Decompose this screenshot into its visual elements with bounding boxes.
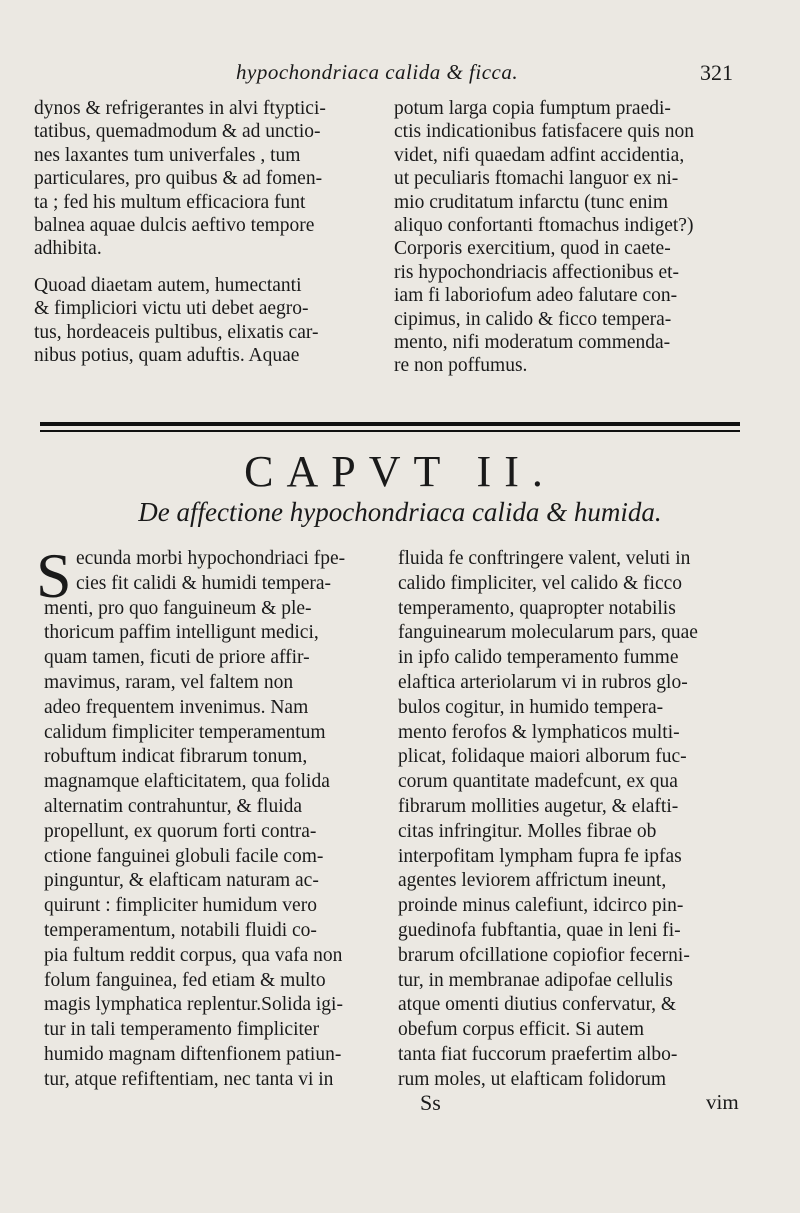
text-line: videt, nifi quaedam adfint accidentia,: [394, 144, 685, 166]
text-line: Corporis exercitium, quod in caete-: [394, 238, 671, 260]
text-line: Quoad diaetam autem, humectanti: [34, 274, 302, 296]
text-line: fanguinearum molecularum pars, quae: [398, 622, 698, 644]
catchword: vim: [706, 1090, 739, 1114]
text-line: mento ferofos & lymphaticos multi-: [398, 721, 680, 743]
text-line: balnea aquae dulcis aeftivo tempore: [34, 215, 315, 237]
text-line: humido magnam diftenfionem patiun-: [44, 1043, 342, 1065]
text-line: aliquo confortanti ftomachus indiget?): [394, 215, 694, 237]
text-line: menti, pro quo fanguineum & ple-: [44, 597, 312, 619]
paragraph-gap: [34, 261, 378, 274]
text-line: in ipfo calido temperamento fumme: [398, 647, 679, 669]
text-line: agentes leviorem affrictum ineunt,: [398, 870, 667, 892]
text-line: brarum ofcillatione copiofior fecerni-: [398, 944, 690, 966]
running-head: hypochondriaca calida & ficca.: [236, 60, 519, 84]
chapter-title: CAPVT II.: [244, 447, 556, 496]
text-line: mento, nifi moderatum commenda-: [394, 332, 671, 354]
text-line: potum larga copia fumptum praedi-: [394, 98, 671, 119]
text-line: corum quantitate madefcunt, ex qua: [398, 771, 678, 793]
text-line: folum fanguinea, fed etiam & multo: [44, 969, 326, 991]
text-line: iam fi laboriofum adeo falutare con-: [394, 285, 678, 307]
chapter-subtitle: De affectione hypochondriaca calida & humida.: [138, 497, 662, 527]
text-line: interpofitam lympham fupra fe ipfas: [398, 845, 682, 867]
text-line: fluida fe conftringere valent, veluti in: [398, 548, 691, 569]
text-line: temperamentum, notabili fluidi co-: [44, 919, 317, 941]
bottom-left-column: [44, 547, 386, 1093]
text-line: pia fultum reddit corpus, qua vafa non: [44, 944, 343, 966]
text-line: calido fimpliciter, vel calido & ficco: [398, 572, 683, 594]
text-line: ta ; fed his multum efficaciora funt: [34, 191, 306, 213]
text-line: obefum corpus efficit. Si autem: [398, 1019, 645, 1041]
text-line: tur in tali temperamento fimpliciter: [44, 1019, 320, 1041]
text-line: rum moles, ut elafticam folidorum: [398, 1068, 667, 1090]
text-line: dynos & refrigerantes in alvi ftyptici-: [34, 98, 326, 119]
signature-mark: Ss: [420, 1090, 441, 1115]
text-line: re non poffumus.: [394, 355, 528, 377]
top-left-column: [34, 97, 378, 367]
drop-cap: S: [36, 540, 72, 611]
text-line: cipimus, in calido & ficco tempera-: [394, 308, 672, 330]
text-line: proinde minus calefiunt, idcirco pin-: [398, 895, 684, 917]
chapter-rule-thick: [40, 422, 740, 426]
text-line: cies fit calidi & humidi tempera-: [76, 572, 332, 594]
text-line: mavimus, raram, vel faltem non: [44, 671, 294, 693]
top-right-column: [394, 97, 734, 378]
text-line: fibrarum mollities augetur, & elafti-: [398, 795, 679, 817]
text-line: adhibita.: [34, 238, 102, 260]
text-line: & fimpliciori victu uti debet aegro-: [34, 298, 309, 320]
text-line: temperamento, quapropter notabilis: [398, 597, 676, 619]
text-line: tus, hordeaceis pultibus, elixatis car-: [34, 321, 319, 343]
text-line: ctione fanguinei globuli facile com-: [44, 845, 324, 867]
text-line: ut peculiaris ftomachi languor ex ni-: [394, 168, 679, 190]
text-line: adeo frequentem invenimus. Nam: [44, 696, 309, 718]
text-line: ris hypochondriacis affectionibus et-: [394, 261, 680, 283]
text-line: nes laxantes tum univerfales , tum: [34, 144, 301, 166]
text-line: ecunda morbi hypochondriaci fpe-: [76, 548, 346, 569]
text-line: bulos cogitur, in humido tempera-: [398, 696, 664, 718]
text-line: mio cruditatum infarctu (tunc enim: [394, 191, 668, 213]
text-line: propellunt, ex quorum forti contra-: [44, 820, 317, 842]
text-line: tatibus, quemadmodum & ad unctio-: [34, 121, 321, 143]
text-line: tur, atque refiftentiam, nec tanta vi in: [44, 1068, 334, 1090]
text-line: ctis indicationibus fatisfacere quis non: [394, 121, 695, 143]
bottom-right-column: [398, 547, 738, 1093]
chapter-rule-thin: [40, 430, 740, 432]
page-number: 321: [700, 60, 733, 85]
text-line: plicat, folidaque maiori alborum fuc-: [398, 746, 687, 768]
text-line: pinguntur, & elafticam naturam ac-: [44, 870, 319, 892]
text-line: robuftum indicat fibrarum tonum,: [44, 746, 308, 768]
text-line: magis lymphatica replentur.Solida igi-: [44, 994, 343, 1016]
text-line: atque omenti diutius confervatur, &: [398, 994, 677, 1016]
text-line: guedinofa fubftantia, quae in leni fi-: [398, 919, 681, 941]
text-line: thoricum paffim intelligunt medici,: [44, 622, 319, 644]
text-line: nibus potius, quam aduftis. Aquae: [34, 345, 300, 367]
text-line: quam tamen, ficuti de priore affir-: [44, 647, 310, 669]
text-line: alternatim contrahuntur, & fluida: [44, 795, 303, 817]
text-line: quirunt : fimpliciter humidum vero: [44, 895, 317, 917]
text-line: magnamque elafticitatem, qua folida: [44, 771, 330, 793]
text-line: particulares, pro quibus & ad fomen-: [34, 168, 323, 190]
text-line: citas infringitur. Molles fibrae ob: [398, 820, 657, 842]
text-line: tanta fiat fuccorum praefertim albo-: [398, 1043, 678, 1065]
text-line: elaftica arteriolarum vi in rubros glo-: [398, 671, 688, 693]
text-line: calidum fimpliciter temperamentum: [44, 721, 326, 743]
text-line: tur, in membranae adipofae cellulis: [398, 969, 673, 991]
